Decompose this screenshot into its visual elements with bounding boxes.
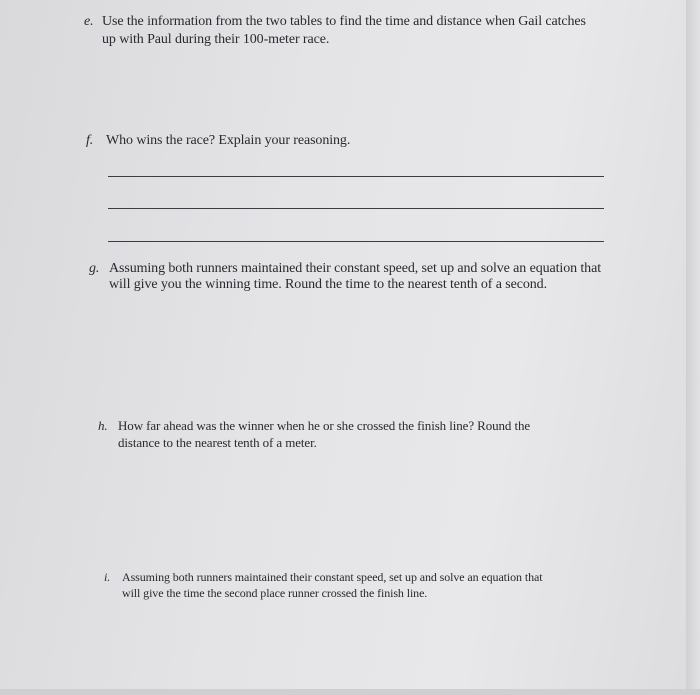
answer-line-3[interactable] [108, 241, 604, 242]
question-i-line-2: will give the time the second place runner crossed the finish line. [122, 586, 428, 600]
question-h-line-2: distance to the nearest tenth of a meter. [118, 435, 317, 450]
question-i-line-1: Assuming both runners maintained their constant speed, set up and solve an equation that [122, 570, 543, 584]
question-g-line-2: will give you the winning time. Round the time to the nearest tenth of a second. [109, 277, 547, 292]
question-g-line-1: Assuming both runners maintained their constant speed, set up and solve an equation that [109, 261, 601, 276]
answer-line-1[interactable] [108, 176, 604, 177]
page-bottom-edge [0, 689, 700, 695]
question-f-letter: f. [86, 133, 94, 148]
question-e-letter: e. [84, 14, 94, 29]
question-g-letter: g. [89, 261, 100, 276]
question-f-line-1: Who wins the race? Explain your reasoning. [106, 133, 351, 148]
question-i-letter: i. [104, 570, 111, 584]
question-e-line-2: up with Paul during their 100-meter race. [102, 32, 330, 47]
page-right-edge [686, 0, 700, 695]
question-h-letter: h. [98, 418, 108, 433]
question-h-line-1: How far ahead was the winner when he or she crossed the finish line? Round the [118, 418, 531, 433]
answer-line-2[interactable] [108, 208, 604, 209]
question-e-line-1: Use the information from the two tables to find the time and distance when Gail catches [102, 14, 586, 29]
